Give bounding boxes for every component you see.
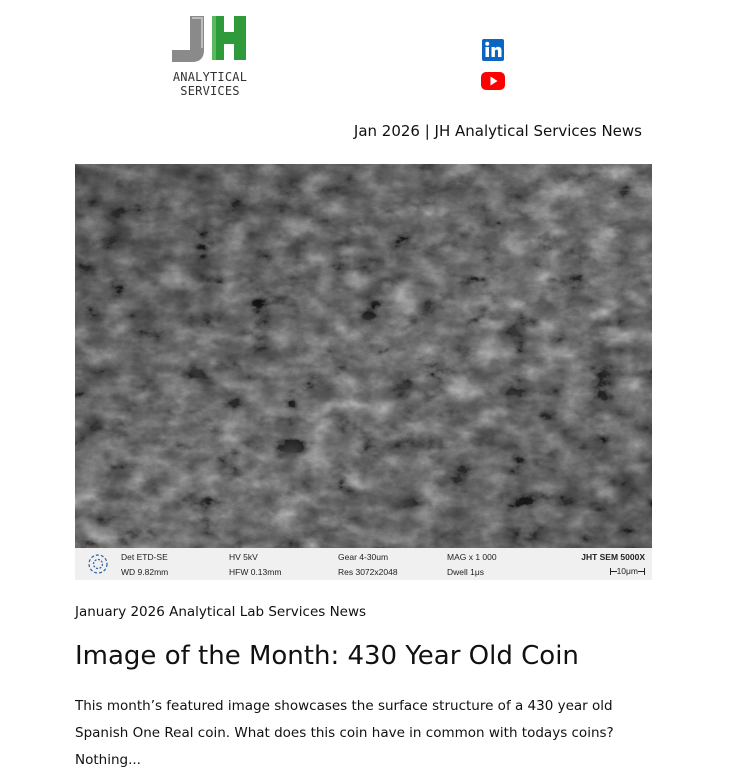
- logo-text: ANALYTICAL SERVICES: [172, 70, 248, 98]
- article-body: This month’s featured image showcases the surface structure of a 430 year old Spanish One Real coin. What does this coin have in common with todays coins? Nothing...: [75, 698, 614, 768]
- sem-scale-label: 10μm: [616, 566, 638, 576]
- newsletter-dateline: Jan 2026 | JH Analytical Services News: [353, 122, 642, 140]
- sem-logo-icon: [87, 553, 109, 575]
- linkedin-icon: [481, 38, 505, 62]
- sem-gear: Gear 4-30um: [338, 552, 389, 562]
- sem-dwell: Dwell 1μs: [447, 567, 485, 577]
- company-logo[interactable]: [140, 14, 280, 98]
- sem-info-bar: [75, 548, 652, 580]
- article-kicker: January 2026 Analytical Lab Services News: [75, 604, 367, 620]
- sem-model: JHT SEM 5000X: [581, 552, 645, 562]
- jh-logo-mark: [170, 14, 250, 66]
- sem-working-distance: WD 9.82mm: [121, 567, 169, 577]
- sem-resolution: Res 3072x2048: [338, 567, 398, 577]
- sem-hfw: HFW 0.13mm: [229, 567, 282, 577]
- sem-detector: Det ETD-SE: [121, 552, 168, 562]
- sem-scale-bar: [610, 566, 645, 576]
- sem-magnification: MAG x 1 000: [447, 552, 497, 562]
- youtube-link[interactable]: [481, 71, 505, 95]
- hero-sem-image[interactable]: [75, 164, 652, 580]
- article-title: Image of the Month: 430 Year Old Coin: [75, 641, 579, 671]
- sem-surface-image: [75, 164, 652, 548]
- linkedin-link[interactable]: [481, 38, 505, 62]
- sem-high-voltage: HV 5kV: [229, 552, 258, 562]
- youtube-play-icon: [481, 71, 505, 91]
